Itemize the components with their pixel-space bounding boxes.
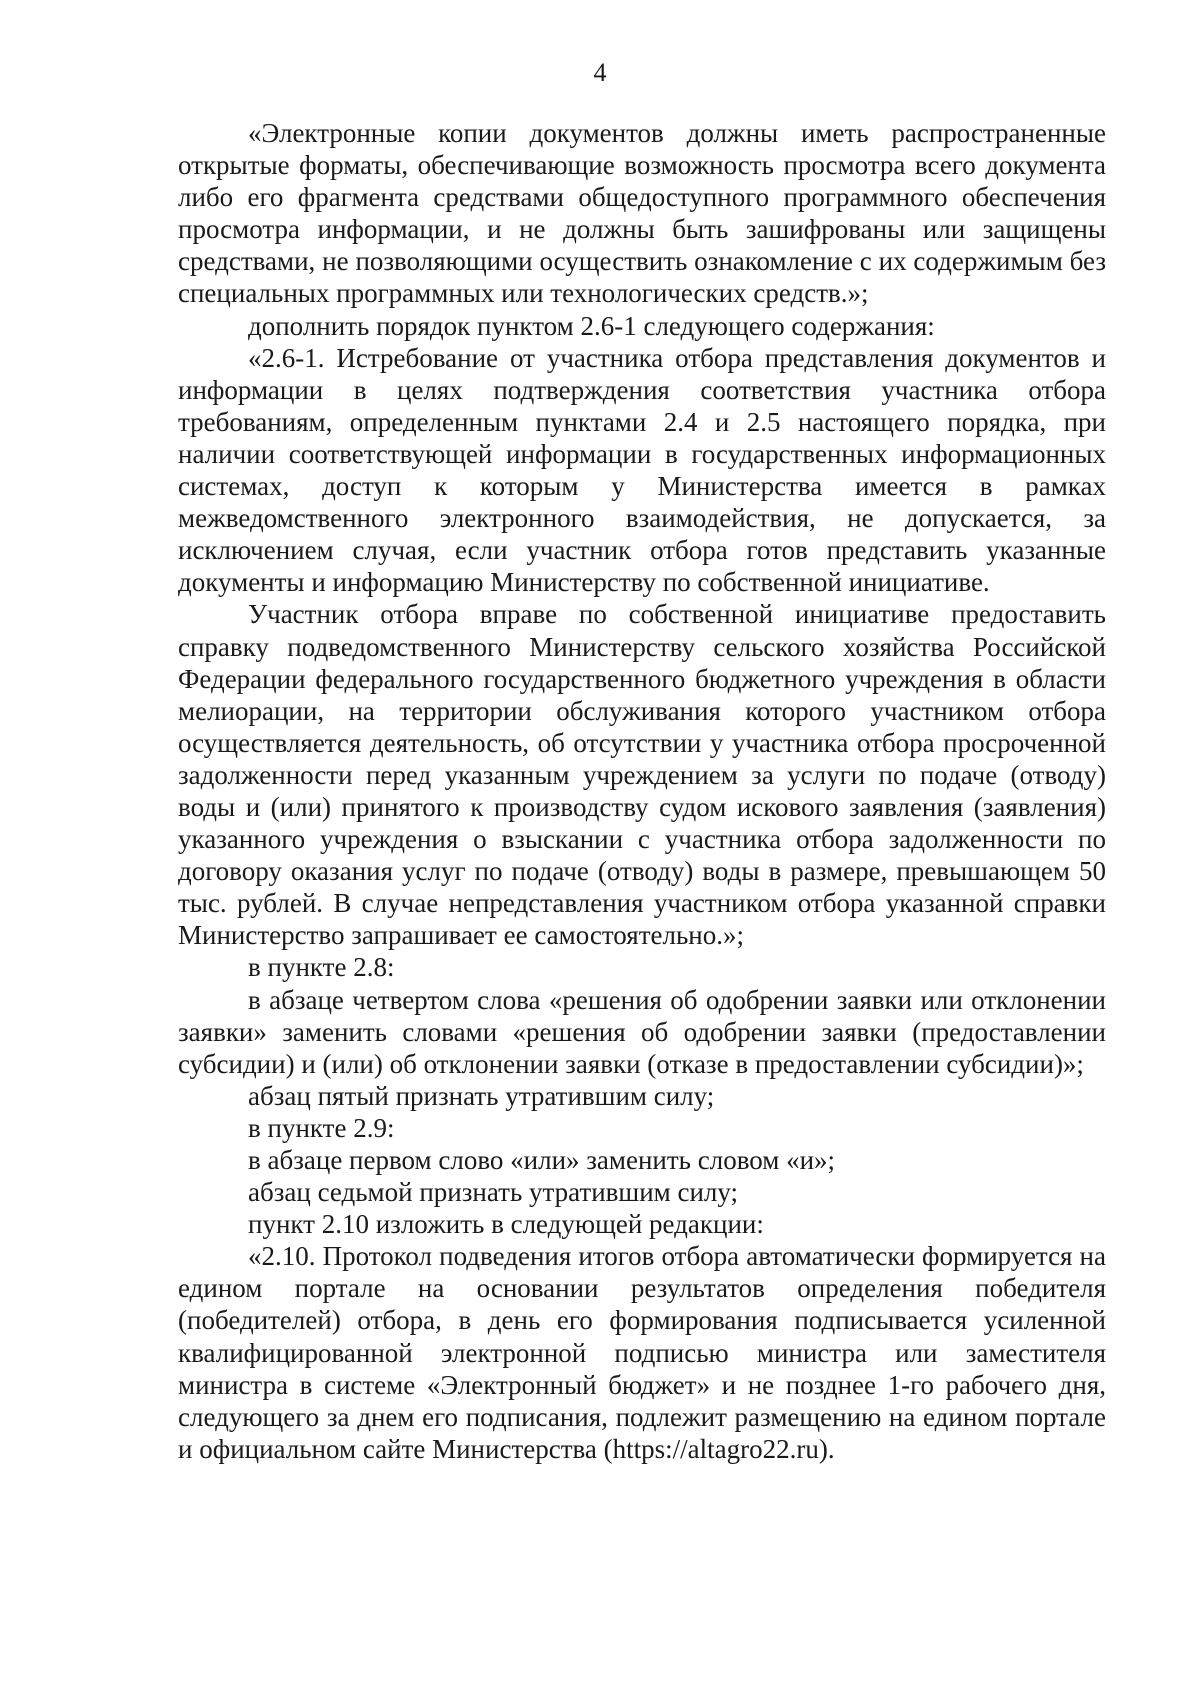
- paragraph-clause-2-8-fourth-abzac: в абзаце четвертом слова «решения об одобрении заявки или отклонении заявки» заменить словами «решения об одобрении заявки (предоставлении субсидии) и (или) об отклонении заявки (отказе в предоставлении субсидии)»;: [178, 984, 1106, 1079]
- page-number: 4: [593, 58, 607, 87]
- paragraph-clause-2-10-intro: пункт 2.10 изложить в следующей редакции:: [248, 1209, 764, 1240]
- paragraph-participant-certificate: Участник отбора вправе по собственной инициативе предоставить справку подведомственного Министерству сельского хозяйства Российской Федерации федерального государственного бюджетного учреждения в области мелиорации, на территории обслуживания которого участником отбора осуществляется деятельность, об отсутствии у участника отбора просроченной задолженности перед указанным учреждением за услуги по подаче (отводу) воды и (или) принятого к производству судом искового заявления (заявления) указанного учреждения о взыскании с участника отбора задолженности по договору оказания услуг по подаче (отводу) воды в размере, превышающем 50 тыс. рублей. В случае непредставления участником отбора указанной справки Министерство запрашивает ее самостоятельно.»;: [178, 599, 1106, 951]
- paragraph-clause-2-9-first-abzac: в абзаце первом слово «или» заменить словом «и»;: [248, 1145, 836, 1175]
- document-body: [178, 117, 1106, 1465]
- paragraph-fifth-abzac-void: абзац пятый признать утратившим силу;: [248, 1080, 715, 1111]
- paragraph-add-clause-2-6-1: дополнить порядок пунктом 2.6-1 следующего содержания:: [248, 310, 935, 341]
- paragraph-clause-2-8: в пункте 2.8:: [248, 952, 395, 983]
- paragraph-clause-2-6-1: «2.6-1. Истребование от участника отбора представления документов и информации в целях подтверждения соответствия участника отбора требованиям, определенным пунктами 2.4 и 2.5 настоящего порядка, при наличии соответствующей информации в государственных информационных системах, доступ к которым у Министерства имеется в рамках межведомственного электронного взаимодействия, не допускается, за исключением случая, если участник отбора готов представить указанные документы и информацию Министерству по собственной инициативе.: [178, 342, 1106, 598]
- paragraph-seventh-abzac-void: абзац седьмой признать утратившим силу;: [248, 1177, 739, 1208]
- paragraph-clause-2-9: в пункте 2.9:: [248, 1112, 395, 1143]
- paragraph-electronic-copies: «Электронные копии документов должны иметь распространенные открытые форматы, обеспечивающие возможность просмотра всего документа либо его фрагмента средствами общедоступного программного обеспечения просмотра информации, и не должны быть зашифрованы или защищены средствами, не позволяющими осуществить ознакомление с их содержимым без специальных программных или технологических средств.»;: [178, 118, 1106, 309]
- paragraph-clause-2-10: «2.10. Протокол подведения итогов отбора автоматически формируется на едином портале на основании результатов определения победителя (победителей) отбора, в день его формирования подписывается усиленной квалифицированной электронной подписью министра или заместителя министра в системе «Электронный бюджет» и не позднее 1-го рабочего дня, следующего за днем его подписания, подлежит размещению на едином портале и официальном сайте Министерства (https://altagro22.ru).: [178, 1241, 1106, 1464]
